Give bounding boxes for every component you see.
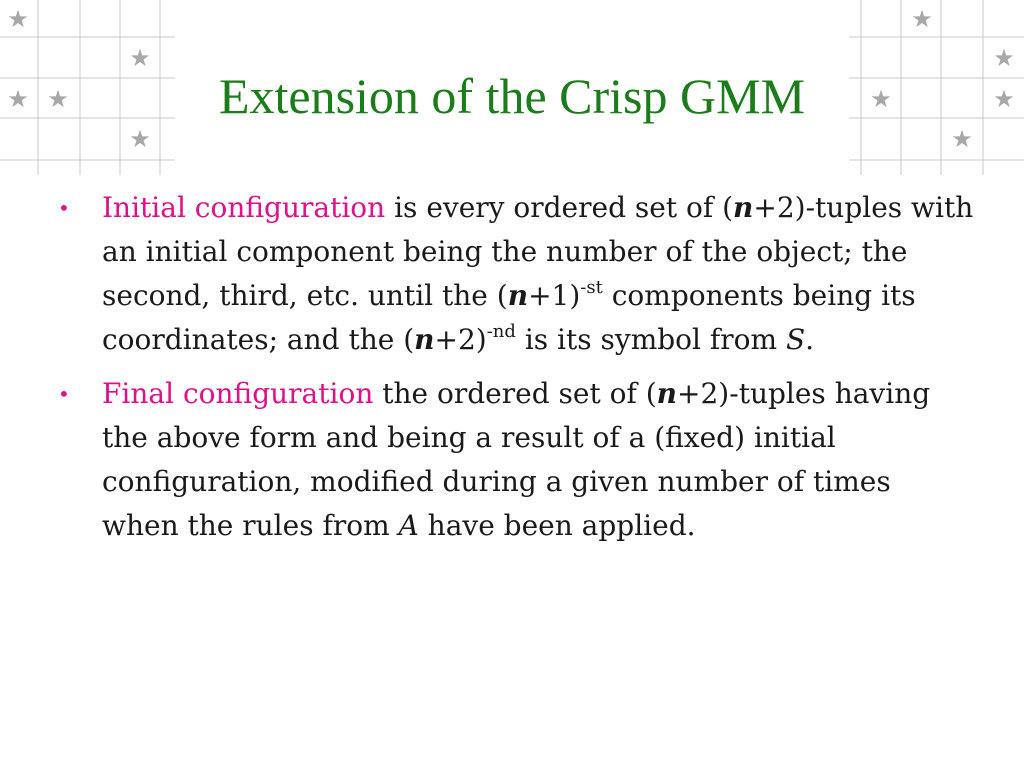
slide-title xyxy=(0,64,1024,128)
star-icon: ★ xyxy=(951,125,973,153)
text-fragment: +2)-tuples having the above form and being a result of a (fixed) initial configuration, modified during a given number of times when the rules from xyxy=(102,377,931,542)
bullet-text xyxy=(102,186,976,362)
star-icon: ★ xyxy=(129,44,151,72)
superscript: -nd xyxy=(486,321,516,342)
text-fragment: is its symbol from xyxy=(515,323,786,356)
variable-n: n xyxy=(656,377,678,410)
variable-n: n xyxy=(414,323,435,356)
bullet-text xyxy=(102,372,976,548)
text-fragment: is every ordered set of ( xyxy=(385,191,734,224)
star-icon: ★ xyxy=(870,85,892,113)
variable-a: A xyxy=(398,509,419,542)
bullet-marker: • xyxy=(58,382,70,406)
text-fragment: have been applied. xyxy=(418,509,696,542)
text-fragment: . xyxy=(805,323,815,356)
bullet-list xyxy=(56,186,976,558)
term-final-configuration: Final configuration xyxy=(102,377,374,410)
star-icon: ★ xyxy=(129,125,151,153)
star-icon: ★ xyxy=(993,44,1015,72)
variable-n: n xyxy=(507,279,529,312)
text-fragment: +2) xyxy=(434,323,487,356)
text-fragment: +1) xyxy=(528,279,581,312)
bullet-marker: • xyxy=(58,196,70,220)
variable-s: S xyxy=(785,323,806,356)
text-fragment: components being its coordinates; and the ( xyxy=(102,279,916,356)
star-icon: ★ xyxy=(993,85,1015,113)
text-fragment: the ordered set of ( xyxy=(373,377,657,410)
star-icon: ★ xyxy=(911,5,933,33)
bullet-item xyxy=(56,186,976,362)
bullet-item xyxy=(56,372,976,548)
text-fragment: +2)-tuples with an initial component being the number of the object; the second, third, etc. until the ( xyxy=(102,191,974,312)
term-initial-configuration: Initial configuration xyxy=(102,191,386,224)
variable-n: n xyxy=(733,191,754,224)
star-icon: ★ xyxy=(47,85,69,113)
superscript: -st xyxy=(580,277,603,298)
slide-title-text: Extension of the Crisp GMM xyxy=(213,68,811,124)
star-icon: ★ xyxy=(7,5,29,33)
star-icon: ★ xyxy=(7,85,29,113)
